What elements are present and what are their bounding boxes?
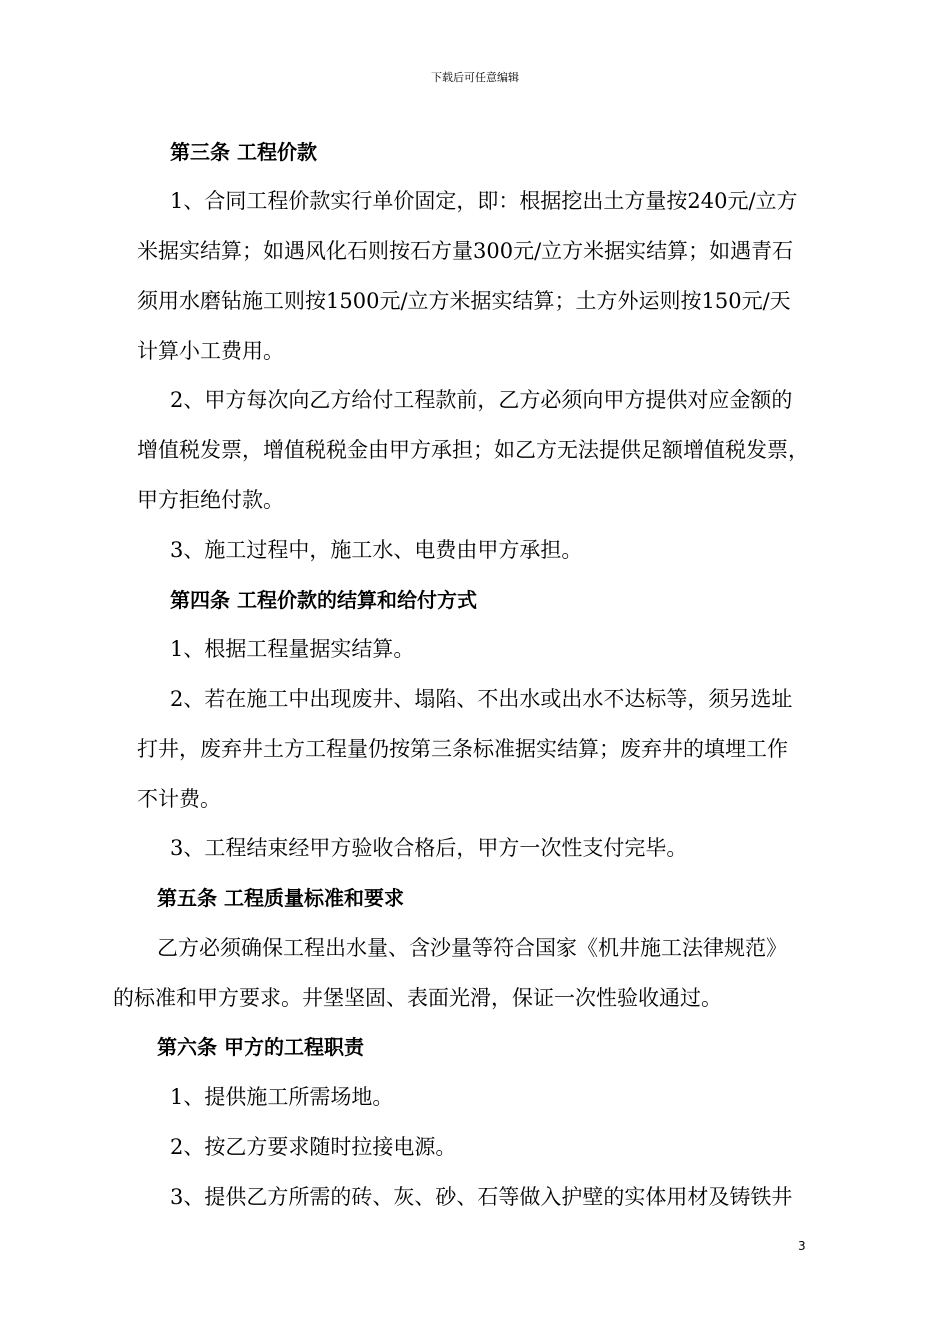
paragraph-line: 2、若在施工中出现废井、塌陷、不出水或出水不达标等，须另选址: [170, 687, 793, 711]
paragraph-line: 3、提供乙方所需的砖、灰、砂、石等做入护壁的实体用材及铸铁井: [170, 1185, 793, 1209]
paragraph-line: 1、提供施工所需场地。: [170, 1085, 394, 1109]
paragraph-line: 增值税发票，增值税税金由甲方承担；如乙方无法提供足额增值税发票，: [137, 438, 809, 462]
paragraph-line: 的标准和甲方要求。井堡坚固、表面光滑，保证一次性验收通过。: [113, 986, 722, 1010]
paragraph-line: 甲方拒绝付款。: [137, 488, 284, 512]
paragraph-line: 打井，废弃井土方工程量仍按第三条标准据实结算；废弃井的填埋工作: [137, 737, 788, 761]
paragraph-line: 不计费。: [137, 787, 221, 811]
paragraph-line: 3、施工过程中，施工水、电费由甲方承担。: [170, 538, 583, 562]
paragraph-line: 乙方必须确保工程出水量、含沙量等符合国家《机井施工法律规范》: [157, 936, 787, 960]
paragraph-line: 2、甲方每次向乙方给付工程款前，乙方必须向甲方提供对应金额的: [170, 388, 793, 412]
page-header: 下载后可任意编辑: [431, 71, 519, 84]
section-heading-article-3: 第三条 工程价款: [170, 140, 317, 164]
paragraph-line: 须用水磨钻施工则按1500元/立方米据实结算；土方外运则按150元/天: [137, 289, 791, 313]
section-heading-article-6: 第六条 甲方的工程职责: [157, 1035, 364, 1059]
paragraph-line: 1、合同工程价款实行单价固定，即：根据挖出土方量按240元/立方: [170, 189, 798, 213]
paragraph-line: 3、工程结束经甲方验收合格后，甲方一次性支付完毕。: [170, 836, 688, 860]
paragraph-line: 1、根据工程量据实结算。: [170, 637, 415, 661]
paragraph-line: 计算小工费用。: [137, 339, 284, 363]
page-number: 3: [798, 1239, 806, 1253]
section-heading-article-4: 第四条 工程价款的结算和给付方式: [170, 588, 477, 612]
section-heading-article-5: 第五条 工程质量标准和要求: [157, 886, 404, 910]
paragraph-line: 米据实结算；如遇风化石则按石方量300元/立方米据实结算；如遇青石: [137, 239, 794, 263]
paragraph-line: 2、按乙方要求随时拉接电源。: [170, 1135, 457, 1159]
